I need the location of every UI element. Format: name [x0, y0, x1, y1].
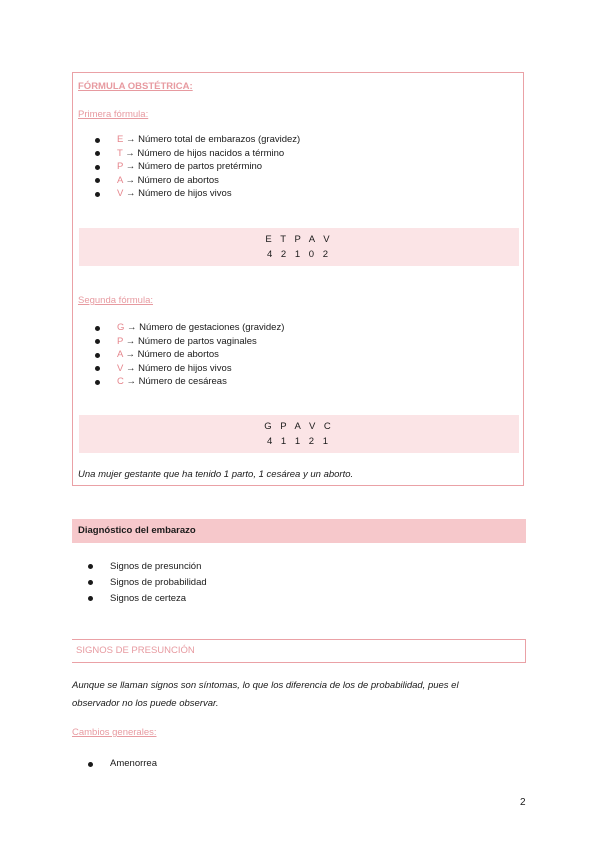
pregnancy-diagnosis-header: Diagnóstico del embarazo	[72, 519, 526, 543]
list-item	[95, 362, 284, 376]
general-changes-list	[88, 757, 157, 771]
list-item	[95, 147, 300, 161]
formula-letter: V	[117, 188, 124, 199]
formula-letter: P	[117, 161, 124, 172]
formula-item-text: → Número total de embarazos (gravidez)	[123, 134, 301, 145]
first-formula-letters: E T P A V	[265, 234, 333, 245]
formula-item-text: → Número de partos vaginales	[123, 335, 257, 347]
list-item	[95, 375, 284, 389]
second-formula-label: Segunda fórmula:	[78, 295, 153, 306]
list-item	[95, 348, 284, 362]
list-item: Signos de certeza	[88, 591, 207, 607]
formula-item-text: → Número de hijos nacidos a término	[122, 147, 285, 159]
formula-example-note: Una mujer gestante que ha tenido 1 parto, 1 cesárea y un aborto.	[78, 469, 354, 480]
second-formula-list	[95, 321, 284, 389]
formula-item-text: → Número de hijos vivos	[123, 188, 232, 199]
first-formula-list	[95, 133, 300, 201]
formula-item-text: → Número de abortos	[122, 349, 219, 360]
presumption-paragraph-line-2: observador no los puede observar.	[72, 698, 219, 709]
list-item	[95, 160, 300, 174]
second-formula-letters: G P A V C	[264, 421, 334, 432]
formula-letter: G	[117, 322, 125, 333]
second-formula-values: 4 1 1 2 1	[267, 436, 331, 447]
list-item	[95, 187, 300, 201]
formula-letter: A	[117, 349, 123, 360]
diagnosis-list	[88, 559, 207, 607]
list-item: Amenorrea	[88, 757, 157, 771]
formula-item-text: → Número de abortos	[122, 174, 219, 186]
page-number: 2	[520, 797, 526, 808]
formula-letter: E	[117, 134, 124, 145]
formula-letter: T	[117, 147, 123, 159]
presumption-paragraph-line-1: Aunque se llaman signos son síntomas, lo que los diferencia de los de probabilidad, pues el	[72, 680, 459, 691]
list-item: Signos de presunción	[88, 559, 207, 575]
formula-letter: A	[117, 174, 123, 186]
list-item	[95, 133, 300, 147]
general-changes-label: Cambios generales:	[72, 727, 157, 738]
presumption-signs-header: SIGNOS DE PRESUNCIÓN	[72, 639, 526, 663]
formula-item-text: → Número de cesáreas	[123, 376, 227, 387]
formula-letter: C	[117, 376, 124, 387]
obstetric-formula-title: FÓRMULA OBSTÉTRICA:	[78, 81, 193, 92]
formula-item-text: → Número de partos pretérmino	[123, 161, 263, 172]
first-formula-label: Primera fórmula:	[78, 109, 149, 120]
list-item	[95, 174, 300, 188]
first-formula-values: 4 2 1 0 2	[267, 249, 331, 260]
formula-item-text: → Número de gestaciones (gravidez)	[124, 322, 285, 333]
list-item	[95, 321, 284, 335]
obstetric-formula-box	[72, 72, 524, 486]
formula-item-text: → Número de hijos vivos	[123, 362, 232, 374]
formula-letter: V	[117, 362, 124, 374]
formula-letter: P	[117, 335, 124, 347]
list-item: Signos de probabilidad	[88, 575, 207, 591]
first-formula-display	[79, 228, 519, 266]
second-formula-display	[79, 415, 519, 453]
list-item	[95, 335, 284, 349]
